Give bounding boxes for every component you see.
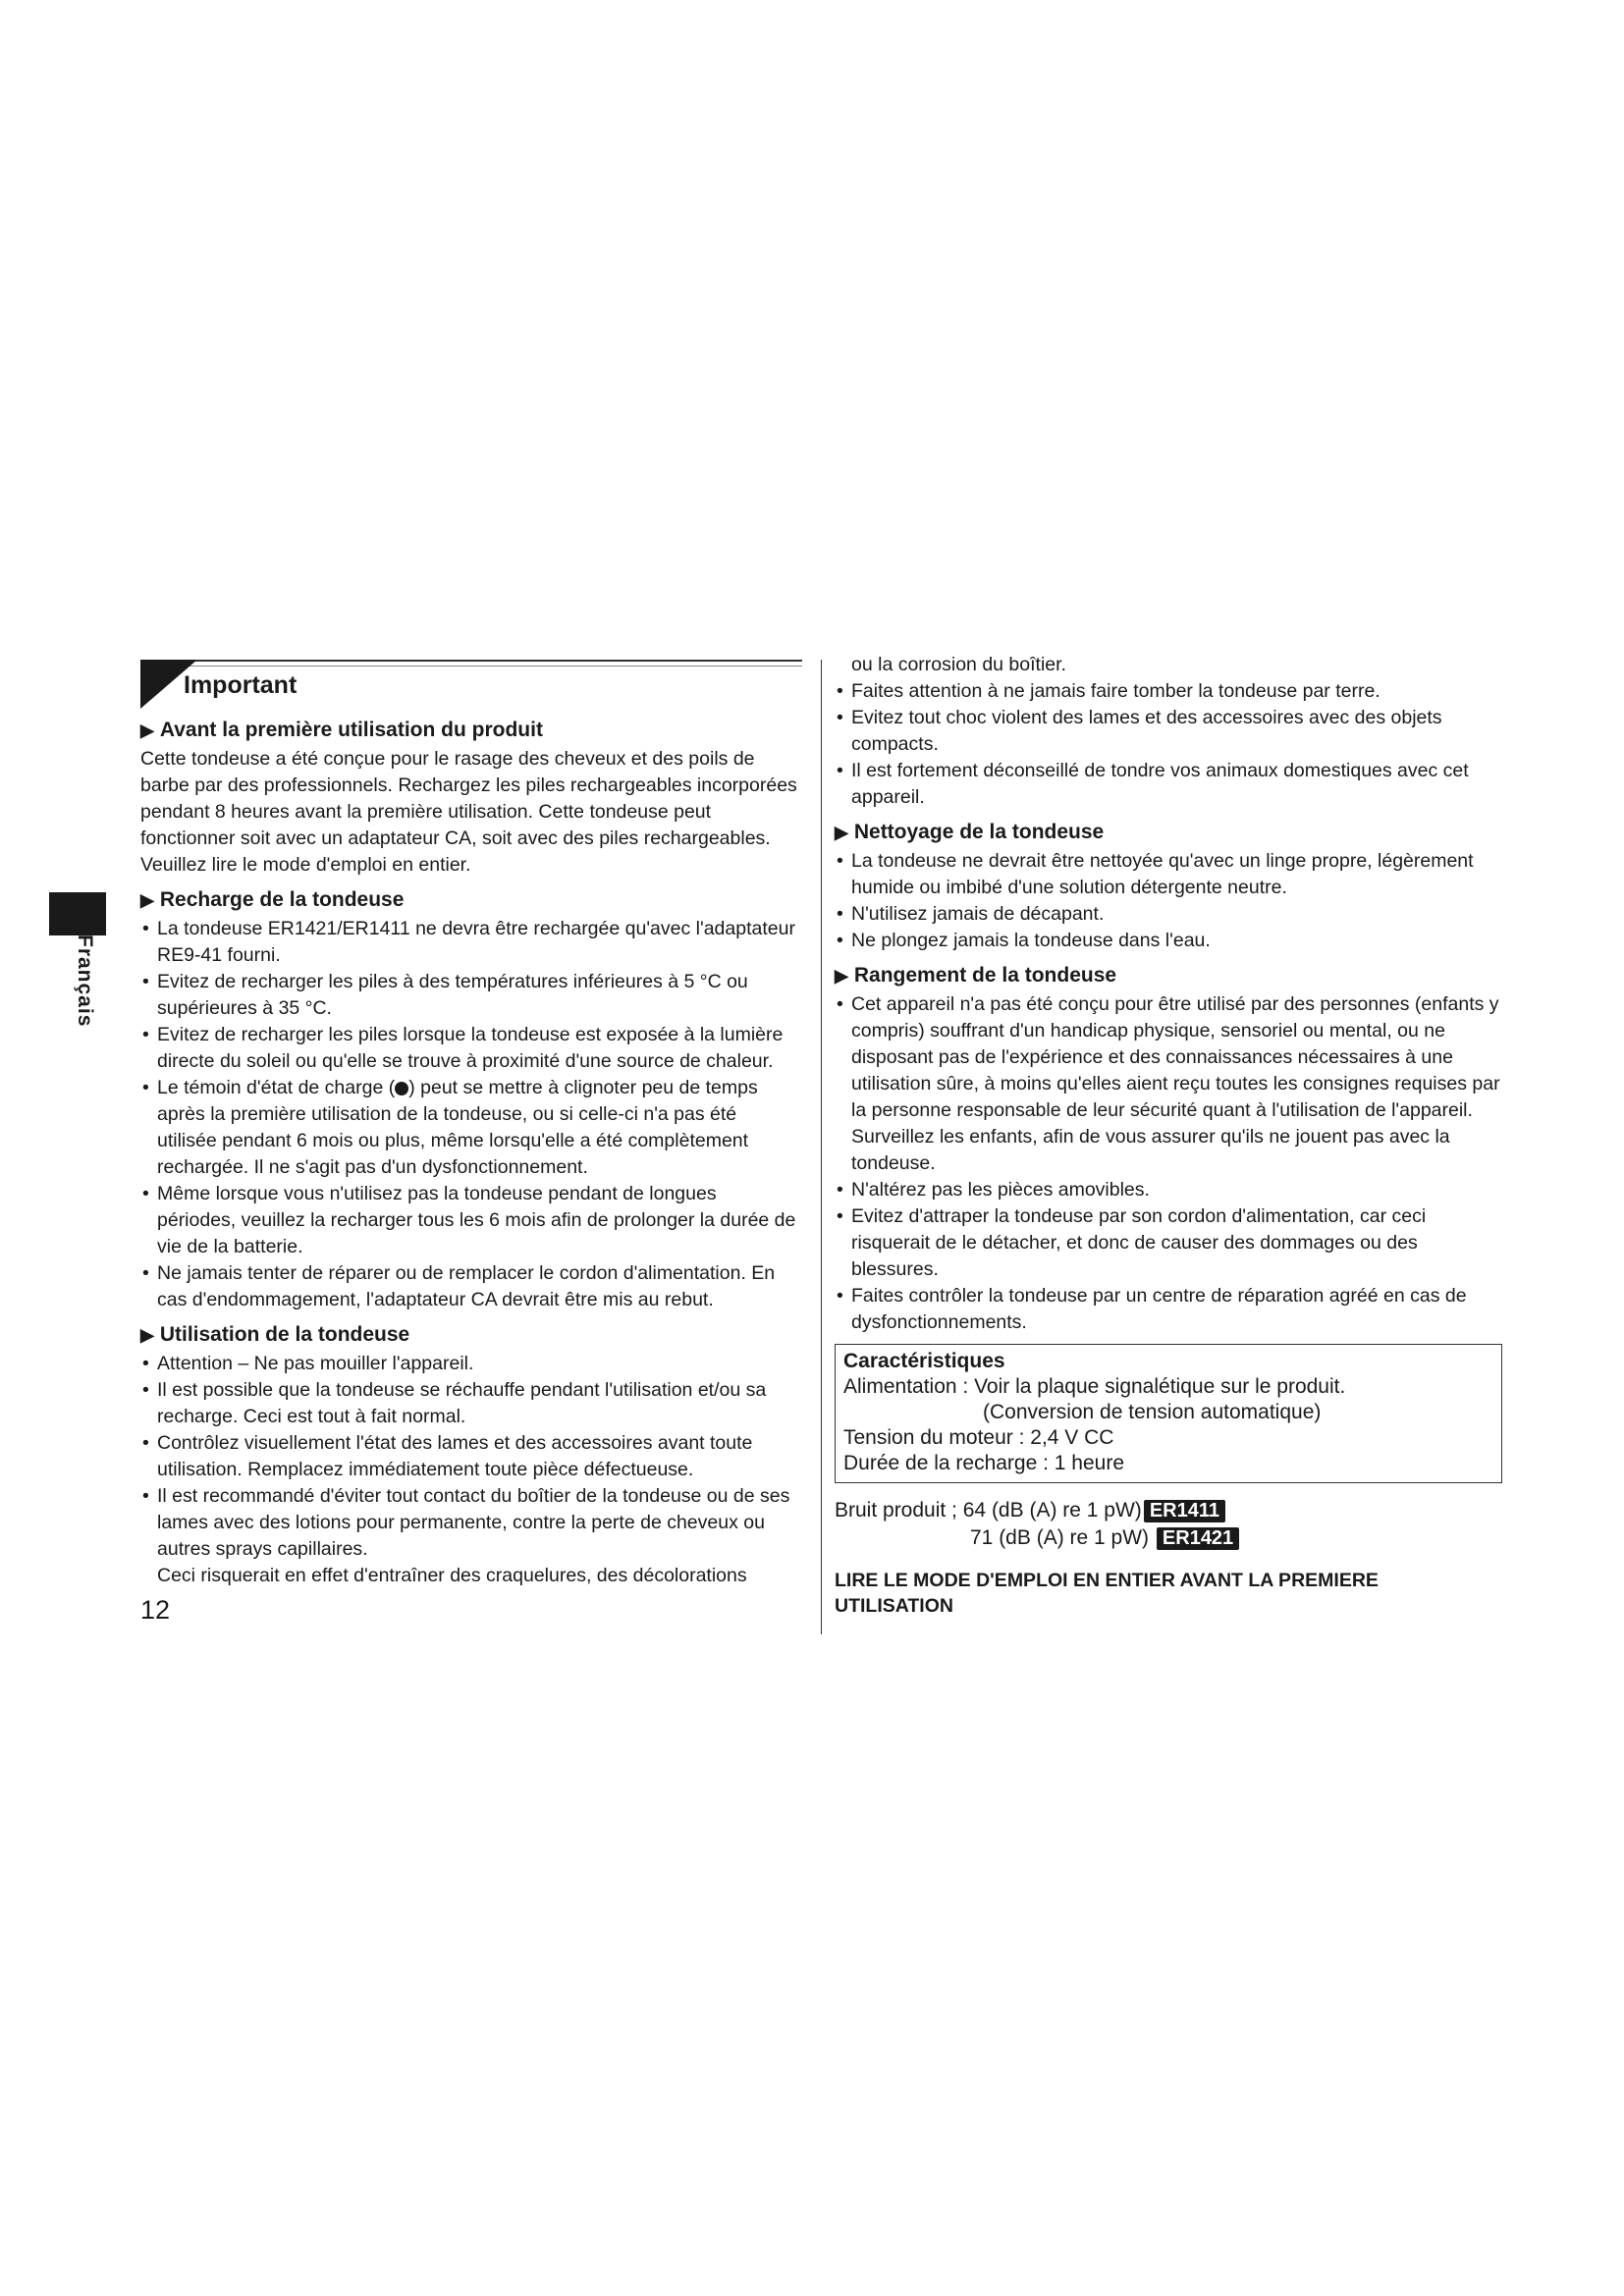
continuation-text: ou la corrosion du boîtier. xyxy=(851,654,1066,675)
language-tab-label: Français xyxy=(74,934,96,1028)
list-item: • Attention – Ne pas mouiller l'appareil. xyxy=(140,1351,800,1377)
list-item: • Ne plongez jamais la tondeuse dans l'eau. xyxy=(835,928,1502,954)
list-item: • Il est recommandé d'éviter tout contact du boîtier de la tondeuse ou de ses lames avec des lotions pour permanente, contre la perte de cheveux ou autres sprays capillaires. xyxy=(140,1483,800,1563)
left-column xyxy=(140,660,800,1626)
section-heading-rangement xyxy=(835,964,1502,988)
continuation-text: Ceci risquerait en effet d'entraîner des craquelures, des décolorations xyxy=(157,1565,747,1586)
final-notice: LIRE LE MODE D'EMPLOI EN ENTIER AVANT LA PREMIERE UTILISATION xyxy=(835,1570,1379,1617)
noise-row xyxy=(835,1497,1502,1524)
list-item xyxy=(140,1075,800,1181)
column-divider xyxy=(821,660,822,1634)
list-item: • Il est fortement déconseillé de tondre vos animaux domestiques avec cet appareil. xyxy=(835,758,1502,811)
noise-value: 71 (dB (A) re 1 pW) xyxy=(970,1526,1150,1549)
rangement-list xyxy=(835,991,1502,1336)
model-badge: ER1411 xyxy=(1144,1500,1225,1522)
right-column xyxy=(835,652,1502,1619)
list-item: • Il est possible que la tondeuse se réchauffe pendant l'utilisation et/ou sa recharge. Ceci est tout à fait normal. xyxy=(140,1377,800,1430)
list-item: • Evitez de recharger les piles lorsque la tondeuse est exposée à la lumière directe du soleil ou qu'elle se trouve à proximité d'une source de chaleur. xyxy=(140,1022,800,1075)
specs-alimentation: Alimentation : Voir la plaque signalétique sur le produit. xyxy=(843,1375,1346,1398)
arrow-right-icon: ▶ xyxy=(140,890,154,910)
nettoyage-list xyxy=(835,848,1502,954)
list-item: • Evitez tout choc violent des lames et des accessoires avec des objets compacts. xyxy=(835,705,1502,758)
specs-title: Caractéristiques xyxy=(843,1350,1005,1372)
heading-text: Avant la première utilisation du produit xyxy=(159,719,543,741)
arrow-right-icon: ▶ xyxy=(835,966,848,986)
utilisation-list xyxy=(140,1351,800,1563)
heading-text: Rangement de la tondeuse xyxy=(853,964,1117,987)
arrow-right-icon: ▶ xyxy=(140,721,154,740)
page-number: 12 xyxy=(140,1595,171,1625)
list-item: • Evitez de recharger les piles à des températures inférieures à 5 °C ou supérieures à 35 °C. xyxy=(140,969,800,1022)
list-item: • La tondeuse ne devrait être nettoyée qu'avec un linge propre, légèrement humide ou imbibé d'une solution détergente neutre. xyxy=(835,848,1502,901)
noise-label: Bruit produit ; xyxy=(835,1499,957,1522)
list-item: • Même lorsque vous n'utilisez pas la tondeuse pendant de longues périodes, veuillez la recharger tous les 6 mois afin de prolonger la durée de vie de la batterie. xyxy=(140,1181,800,1260)
noise-value: 64 (dB (A) re 1 pW) xyxy=(962,1499,1142,1522)
section-heading-first-use xyxy=(140,719,800,742)
heading-text: Utilisation de la tondeuse xyxy=(159,1323,410,1346)
noise-info xyxy=(835,1497,1502,1552)
arrow-right-icon: ▶ xyxy=(835,823,848,842)
section-heading-nettoyage xyxy=(835,821,1502,844)
important-title: Important xyxy=(184,671,298,699)
specifications-box xyxy=(835,1344,1502,1483)
charge-indicator-icon xyxy=(395,1082,408,1095)
noise-row xyxy=(835,1524,1502,1552)
heading-text: Nettoyage de la tondeuse xyxy=(853,821,1105,843)
specs-duree: Durée de la recharge : 1 heure xyxy=(843,1452,1125,1474)
precautions-list xyxy=(835,678,1502,811)
list-item: • N'altérez pas les pièces amovibles. xyxy=(835,1177,1502,1203)
list-item: • Contrôlez visuellement l'état des lames et des accessoires avant toute utilisation. Remplacez immédiatement toute pièce défectueuse. xyxy=(140,1430,800,1483)
header-rule-thin xyxy=(180,666,802,667)
list-item: • Ne jamais tenter de réparer ou de remplacer le cordon d'alimentation. En cas d'endommagement, l'adaptateur CA devrait être mis au rebut. xyxy=(140,1260,800,1313)
section-heading-utilisation xyxy=(140,1323,800,1347)
language-tab-marker xyxy=(49,892,106,935)
list-item: • N'utilisez jamais de décapant. xyxy=(835,901,1502,928)
list-item: • Faites attention à ne jamais faire tomber la tondeuse par terre. xyxy=(835,678,1502,705)
specs-tension: Tension du moteur : 2,4 V CC xyxy=(843,1426,1114,1449)
important-header xyxy=(140,660,800,709)
list-item: • Cet appareil n'a pas été conçu pour être utilisé par des personnes (enfants y compris) souffrant d'un handicap physique, sensoriel ou mental, ou ne disposant pas de l'expérience et des connaissances nécessaires à une utilisation sûre, à moins qu'elles aient reçu toutes les consignes requises par la personne responsable de leur sécurité quant à l'utilisation de l'appareil. Surveillez les enfants, afin de vous assurer qu'ils ne jouent pas avec la tondeuse. xyxy=(835,991,1502,1177)
specs-conversion: (Conversion de tension automatique) xyxy=(983,1401,1322,1423)
list-item: • La tondeuse ER1421/ER1411 ne devra être rechargée qu'avec l'adaptateur RE9-41 fourni. xyxy=(140,916,800,969)
temoin-text-before: Le témoin d'état de charge ( xyxy=(157,1077,396,1098)
recharge-list xyxy=(140,916,800,1313)
header-rule xyxy=(140,660,802,662)
list-item: • Faites contrôler la tondeuse par un centre de réparation agréé en cas de dysfonctionnements. xyxy=(835,1283,1502,1336)
first-use-body: Cette tondeuse a été conçue pour le rasage des cheveux et des poils de barbe par des professionnels. Rechargez les piles rechargeables incorporées pendant 8 heures avant la première utilisation. Cette tondeuse peut fonctionner soit avec un adaptateur CA, soit avec des piles rechargeables. Veuillez lire le mode d'emploi en entier. xyxy=(140,748,797,876)
temoin-text-after: ) peut se mettre à clignoter peu de temps après la première utilisation de la tondeuse, ou si celle-ci n'a pas été utilisée pendant 6 mois ou plus, même lorsqu'elle a été complètement rechargée. Il ne s'agit pas d'un dysfonctionnement. xyxy=(157,1077,758,1178)
list-item: • Evitez d'attraper la tondeuse par son cordon d'alimentation, car ceci risquerait de le détacher, et donc de causer des dommages ou des blessures. xyxy=(835,1203,1502,1283)
heading-text: Recharge de la tondeuse xyxy=(159,888,405,911)
section-heading-recharge xyxy=(140,888,800,912)
arrow-right-icon: ▶ xyxy=(140,1325,154,1345)
model-badge: ER1421 xyxy=(1157,1527,1239,1550)
